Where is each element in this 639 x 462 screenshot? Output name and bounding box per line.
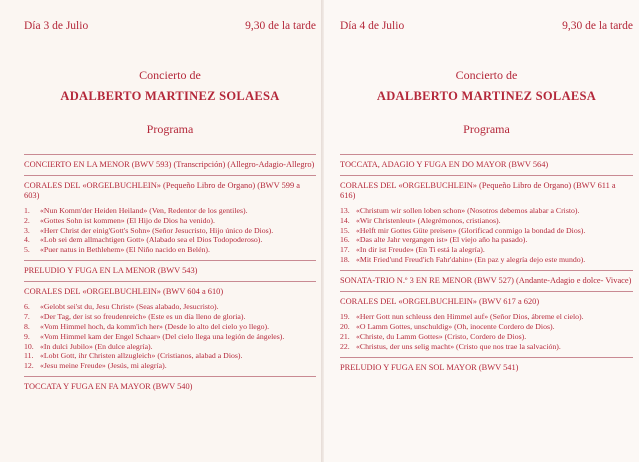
concert-time: 9,30 de la tarde (245, 20, 316, 32)
chorale-item (340, 206, 633, 215)
chorale-number: 13. (340, 206, 350, 215)
chorale-title: «Christum wir sollen loben schon» (Nosotros debemos alabar a Cristo). (356, 206, 580, 215)
chorale-title: «Jesu meine Freude» (Jesús, mi alegría). (40, 361, 167, 371)
program-page-day-4 (324, 0, 639, 462)
section-divider (24, 175, 316, 176)
chorale-item (340, 216, 633, 225)
chorale-number: 4. (24, 235, 30, 245)
chorale-title: «Nun Komm'der Heiden Heiland» (Ven, Redentor de los gentiles). (40, 206, 248, 215)
chorale-number: 19. (340, 312, 350, 322)
artist-name: ADALBERTO MARTINEZ SOLAESA (60, 89, 280, 103)
chorale-number: 2. (24, 215, 30, 225)
section-divider (24, 376, 316, 377)
chorale-item (24, 332, 316, 341)
chorale-number: 9. (24, 331, 30, 341)
chorale-item (340, 322, 633, 331)
section-divider (24, 281, 316, 282)
piece-title: TOCCATA, ADAGIO Y FUGA EN DO MAYOR (BWV 564) (340, 160, 549, 169)
chorale-number: 6. (24, 302, 30, 312)
chorale-list (24, 206, 316, 254)
chorale-item (340, 235, 633, 244)
chorale-item (24, 216, 316, 225)
program-sections (340, 154, 633, 373)
chorale-item (340, 312, 633, 321)
chorale-number: 21. (340, 331, 350, 341)
chorale-number: 18. (340, 254, 350, 264)
chorale-item (340, 226, 633, 235)
chorale-title: «Helft mir Gottes Güte preisen» (Glorificad conmigo la bondad de Dios). (356, 225, 586, 235)
piece-title: CORALES DEL «ORGELBUCHLEIN» (Pequeño Libro de Organo) (BWV 599 a 603) (24, 181, 300, 200)
chorale-item (24, 361, 316, 370)
piece-title: CORALES DEL «ORGELBUCHLEIN» (Pequeño Libro de Organo) (BWV 611 a 616) (340, 181, 616, 200)
chorale-item (24, 322, 316, 331)
chorale-title: «Der Tag, der ist so freudenreich» (Este es un día lleno de gloria). (40, 312, 246, 322)
concert-label: Concierto de (455, 68, 518, 82)
concert-label: Concierto de (139, 68, 201, 82)
program-heading: Programa (463, 122, 510, 136)
chorale-item (24, 226, 316, 235)
chorale-number: 12. (24, 361, 34, 371)
section-divider (340, 154, 633, 155)
chorale-number: 15. (340, 225, 350, 235)
chorale-item (340, 332, 633, 341)
chorale-number: 20. (340, 321, 350, 331)
chorale-item (340, 245, 633, 254)
chorale-number: 16. (340, 235, 350, 245)
chorale-title: «Herr Christ der einig'Gott's Sohn» (Señor Jesucristo, Hijo único de Dios). (40, 225, 274, 235)
chorale-title: «Mit Fried'und Freud'ich Fahr'dahin» (En paz y alegría dejo este mundo). (356, 254, 586, 264)
chorale-number: 7. (24, 312, 30, 322)
chorale-title: «Lobt Gott, ihr Christen allzugleich» (Cristianos, alabad a Dios). (40, 351, 243, 361)
chorale-item (340, 342, 633, 351)
chorale-number: 5. (24, 245, 30, 255)
chorale-title: «Christus, der uns selig macht» (Cristo que nos trae la salvación). (356, 341, 561, 351)
chorale-title: «Gottes Sohn ist kommen» (El Hijo de Dios ha venido). (40, 215, 215, 225)
chorale-item (24, 235, 316, 244)
artist-name: ADALBERTO MARTINEZ SOLAESA (376, 89, 597, 103)
piece-title: SONATA-TRIO N.º 3 EN RE MENOR (BWV 527) (Andante-Adagio e dolce- Vivace) (340, 276, 632, 286)
chorale-title: «Puer natus in Bethlehem» (El Niño nacido en Belén). (40, 245, 210, 255)
chorale-title: «Wir Christenleut» (Alegrémonos, cristianos). (356, 215, 501, 225)
chorale-title: «Vom Himmel hoch, da komm'ich her» (Desde lo alto del cielo yo llego). (40, 321, 270, 331)
chorale-number: 14. (340, 215, 350, 225)
chorale-item (24, 245, 316, 254)
section-divider (340, 357, 633, 358)
page-header (24, 20, 316, 38)
chorale-title: «In dir ist Freude» (En Ti está la alegría). (356, 245, 485, 255)
chorale-item (340, 255, 633, 264)
chorale-title: «Lob sei dem allmachtigen Gott» (Alabado sea el Dios Todopoderoso). (40, 235, 263, 245)
chorale-item (24, 342, 316, 351)
section-divider (340, 291, 633, 292)
chorale-item (24, 312, 316, 321)
chorale-item (24, 351, 316, 360)
piece-title: TOCCATA Y FUGA EN FA MAYOR (BWV 540) (24, 382, 193, 392)
chorale-title: «Christe, du Lamm Gottes» (Cristo, Cordero de Dios). (356, 331, 527, 341)
chorale-item (24, 206, 316, 215)
chorale-list (340, 206, 633, 264)
concert-date: Día 3 de Julio (24, 20, 89, 32)
section-divider (340, 270, 633, 271)
piece-title: CONCIERTO EN LA MENOR (BWV 593) (Transcripción) (Allegro-Adagio-Allegro) (24, 160, 315, 169)
chorale-number: 11. (24, 351, 34, 361)
chorale-title: «In dulci Jubilo» (En dulce alegría). (40, 341, 153, 351)
chorale-item (24, 302, 316, 311)
chorale-number: 1. (24, 206, 30, 215)
program-sections (24, 154, 316, 392)
concert-time: 9,30 de la tarde (562, 20, 633, 32)
section-divider (24, 154, 316, 155)
chorale-title: «Vom Himmel kam der Engel Schaar» (Del cielo llega una legión de ángeles). (40, 331, 285, 341)
chorale-title: «Gelobt sei'st du, Jesu Christ» (Seas alabado, Jesucristo). (40, 302, 219, 312)
chorale-number: 8. (24, 321, 30, 331)
page-header (340, 20, 633, 38)
piece-title: PRELUDIO Y FUGA EN SOL MAYOR (BWV 541) (340, 362, 519, 372)
chorale-list (340, 312, 633, 351)
chorale-number: 17. (340, 245, 350, 255)
chorale-number: 3. (24, 225, 30, 235)
chorale-title: «Das alte Jahr vergangen ist» (El viejo año ha pasado). (356, 235, 528, 245)
chorale-number: 10. (24, 341, 34, 351)
section-divider (340, 175, 633, 176)
chorale-title: «Herr Gott nun schleuss den Himmel auf» (Señor Dios, ábreme el cielo). (356, 312, 584, 322)
program-heading: Programa (146, 122, 194, 136)
concert-date: Día 4 de Julio (340, 20, 405, 32)
section-divider (24, 260, 316, 261)
chorale-number: 22. (340, 341, 350, 351)
chorale-list (24, 302, 316, 370)
chorale-title: «O Lamm Gottes, unschuldig» (Oh, inocente Cordero de Dios). (356, 321, 555, 331)
piece-title: CORALES DEL «ORGELBUCHLEIN» (BWV 604 a 610) (24, 287, 224, 297)
piece-title: CORALES DEL «ORGELBUCHLEIN» (BWV 617 a 620) (340, 297, 540, 307)
piece-title: PRELUDIO Y FUGA EN LA MENOR (BWV 543) (24, 266, 198, 276)
